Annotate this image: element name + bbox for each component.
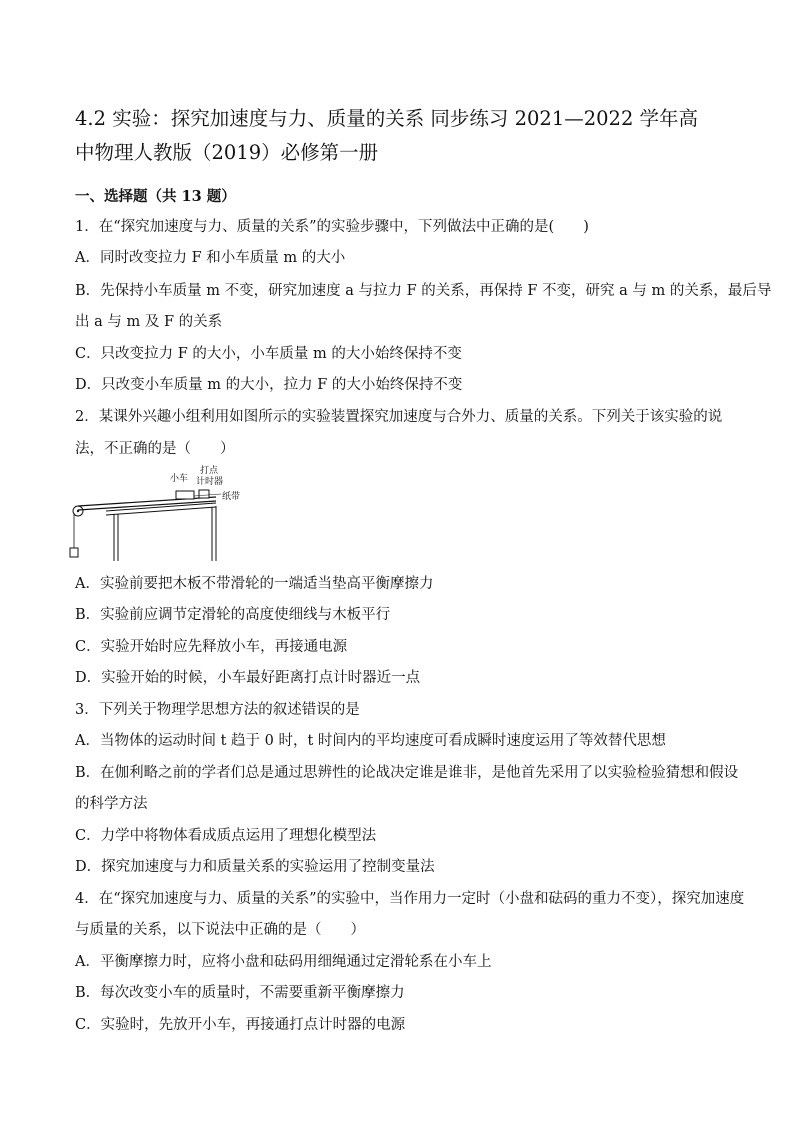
q3-option-b: B．在伽利略之前的学者们总是通过思辨性的论战决定谁是谁非，是他首先采用了以实验检验猜想和假设 [75, 765, 739, 781]
q2-option-d: D．实验开始的时候，小车最好距离打点计时器近一点 [75, 670, 421, 686]
q3-option-d: D．探究加速度与力和质量关系的实验运用了控制变量法 [75, 859, 435, 875]
q4-stem-cont: 与质量的关系，以下说法中正确的是（ ） [75, 922, 365, 938]
q1-stem: 1．在“探究加速度与力、质量的关系”的实验步骤中，下列做法中正确的是( ) [75, 219, 589, 235]
apparatus-diagram [66, 463, 246, 563]
q3-stem: 3．下列关于物理学思想方法的叙述错误的是 [75, 702, 360, 718]
section-heading: 一、选择题（共 13 题） [75, 188, 236, 205]
hanging-weight [70, 548, 78, 557]
q2-stem: 2．某课外兴趣小组利用如图所示的实验装置探究加速度与合外力、质量的关系。下列关于该实验的说 [75, 409, 723, 425]
q3-option-a: A．当物体的运动时间 t 趋于 0 时，t 时间内的平均速度可看成瞬时速度运用了等效替代思想 [75, 733, 666, 749]
timer [199, 490, 209, 498]
label-timer-2: 计时器 [196, 477, 224, 487]
q1-option-b: B．先保持小车质量 m 不变，研究加速度 a 与拉力 F 的关系，再保持 F 不变，研究 a 与 m 的关系，最后导 [75, 283, 772, 299]
title-line-2: 中物理人教版（2019）必修第一册 [75, 141, 379, 164]
q1-option-a: A．同时改变拉力 F 和小车质量 m 的大小 [75, 250, 346, 266]
title-line-1: 4.2 实验：探究加速度与力、质量的关系 同步练习 2021—2022 学年高 [75, 107, 699, 130]
q2-option-b: B．实验前应调节定滑轮的高度使细线与木板平行 [75, 607, 391, 623]
cart [176, 491, 194, 499]
q1-option-d: D．只改变小车质量 m 的大小，拉力 F 的大小始终保持不变 [75, 377, 463, 393]
q4-option-b: B．每次改变小车的质量时，不需要重新平衡摩擦力 [75, 985, 405, 1001]
q2-stem-cont: 法，不正确的是（ ） [75, 441, 235, 457]
q4-option-a: A．平衡摩擦力时，应将小盘和砝码用细绳通过定滑轮系在小车上 [75, 954, 492, 970]
document-title [75, 102, 735, 170]
label-cart: 小车 [170, 474, 189, 484]
q4-option-c: C．实验时，先放开小车，再接通打点计时器的电源 [75, 1017, 406, 1033]
apparatus-figure [66, 463, 246, 563]
q2-option-a: A．实验前要把木板不带滑轮的一端适当垫高平衡摩擦力 [75, 576, 434, 592]
q4-stem: 4．在“探究加速度与力、质量的关系”的实验中，当作用力一定时（小盘和砝码的重力不变），探究加速度 [75, 891, 745, 907]
table-top-lower [106, 507, 216, 515]
label-timer-1: 打点 [200, 466, 219, 476]
q3-option-b-cont: 的科学方法 [75, 796, 148, 812]
q2-option-c: C．实验开始时应先释放小车，再接通电源 [75, 639, 348, 655]
q1-option-c: C．只改变拉力 F 的大小，小车质量 m 的大小始终保持不变 [75, 346, 462, 362]
q1-option-b-cont: 出 a 与 m 及 F 的关系 [75, 314, 223, 330]
q3-option-c: C．力学中将物体看成质点运用了理想化模型法 [75, 828, 377, 844]
label-tape: 纸带 [222, 492, 241, 502]
